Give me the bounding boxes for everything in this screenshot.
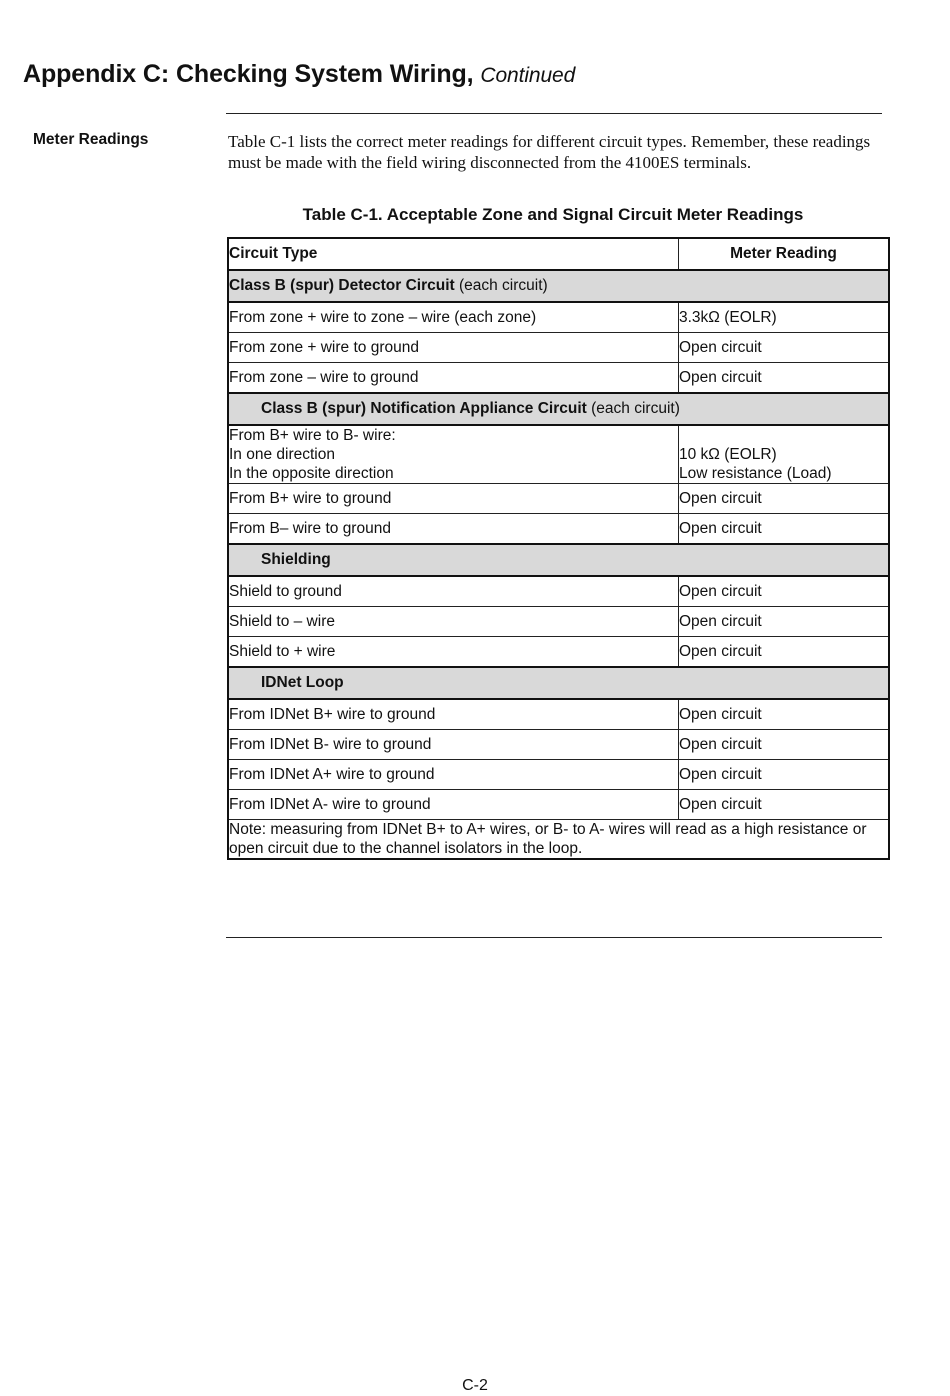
meter-reading-cell: Open circuit <box>679 637 890 668</box>
meter-reading-cell: Open circuit <box>679 607 890 637</box>
table-row-multiline <box>228 425 889 484</box>
page-number: C-2 <box>462 1377 488 1394</box>
circuit-type-cell: From IDNet B- wire to ground <box>228 730 679 760</box>
meter-reading-cell: Open circuit <box>679 790 890 820</box>
circuit-type-cell: From B– wire to ground <box>228 514 679 545</box>
table-row <box>228 302 889 333</box>
circuit-type-cell: From IDNet B+ wire to ground <box>228 699 679 730</box>
table-row <box>228 699 889 730</box>
section-label: Class B (spur) Notification Appliance Circuit (each circuit) <box>228 393 889 425</box>
section-label: IDNet Loop <box>228 667 889 699</box>
circuit-type-cell: From IDNet A- wire to ground <box>228 790 679 820</box>
table-row <box>228 790 889 820</box>
section-row-shielding <box>228 544 889 576</box>
table-caption: Table C-1. Acceptable Zone and Signal Circuit Meter Readings <box>302 205 804 224</box>
meter-reading-cell: Open circuit <box>679 730 890 760</box>
meter-reading-cell: Open circuit <box>679 699 890 730</box>
table-row <box>228 576 889 607</box>
circuit-type-cell: From IDNet A+ wire to ground <box>228 760 679 790</box>
meter-reading-cell: Open circuit <box>679 333 890 363</box>
top-divider <box>226 113 882 114</box>
circuit-type-cell: Shield to + wire <box>228 637 679 668</box>
section-row-detector-circuit <box>228 270 889 302</box>
table-row <box>228 514 889 545</box>
table-row <box>228 637 889 668</box>
table-row <box>228 607 889 637</box>
circuit-type-cell: From zone – wire to ground <box>228 363 679 394</box>
header-meter-reading: Meter Reading <box>679 238 890 270</box>
side-heading: Meter Readings <box>33 131 149 148</box>
bottom-divider <box>226 937 882 938</box>
circuit-type-cell: From B+ wire to ground <box>228 484 679 514</box>
meter-reading-cell: 10 kΩ (EOLR) Low resistance (Load) <box>679 425 890 484</box>
meter-readings-table <box>227 237 890 860</box>
table-note: Note: measuring from IDNet B+ to A+ wires, or B- to A- wires will read as a high resistance or open circuit due to the channel isolators in the loop. <box>228 820 889 860</box>
circuit-type-cell: From zone + wire to zone – wire (each zone) <box>228 302 679 333</box>
section-label: Shielding <box>228 544 889 576</box>
meter-reading-cell: Open circuit <box>679 760 890 790</box>
meter-reading-cell: Open circuit <box>679 576 890 607</box>
table-note-row <box>228 820 889 860</box>
meter-reading-cell: Open circuit <box>679 363 890 394</box>
intro-paragraph: Table C-1 lists the correct meter readings for different circuit types. Remember, these readings must be made with the field wiring disconnected from the 4100ES terminals. <box>228 132 871 172</box>
table-row <box>228 363 889 394</box>
table-row <box>228 333 889 363</box>
circuit-type-cell: From zone + wire to ground <box>228 333 679 363</box>
table-header-row <box>228 238 889 270</box>
title-continued: Continued <box>480 64 576 87</box>
page-title: Appendix C: Checking System Wiring, Continued <box>23 60 576 88</box>
meter-reading-cell: 3.3kΩ (EOLR) <box>679 302 890 333</box>
table-row <box>228 730 889 760</box>
table-row <box>228 484 889 514</box>
meter-reading-cell: Open circuit <box>679 514 890 545</box>
circuit-type-cell: Shield to – wire <box>228 607 679 637</box>
circuit-type-cell: From B+ wire to B- wire: In one direction In the opposite direction <box>228 425 679 484</box>
section-row-notification-appliance <box>228 393 889 425</box>
section-label: Class B (spur) Detector Circuit (each circuit) <box>228 270 889 302</box>
header-circuit-type: Circuit Type <box>228 238 679 270</box>
meter-reading-cell: Open circuit <box>679 484 890 514</box>
circuit-type-cell: Shield to ground <box>228 576 679 607</box>
section-row-idnet-loop <box>228 667 889 699</box>
table-row <box>228 760 889 790</box>
